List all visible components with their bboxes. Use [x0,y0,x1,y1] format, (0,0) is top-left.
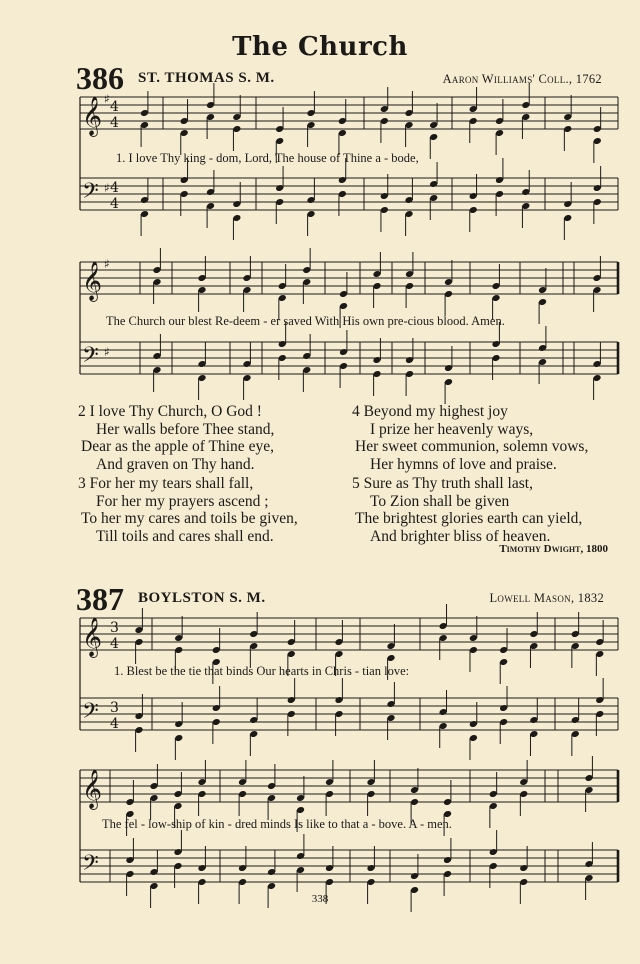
time-signature-bottom: 4 [110,716,119,732]
bass-clef-icon: 𝄢 [82,699,99,729]
time-signature-bottom: 4 [110,115,119,131]
stanza-5: 5 Sure as Thy truth shall last, To Zion shall be given The brightest glories earth can yield, And brighter bliss of heaven. [352,475,583,545]
stanza-3: 3 For her my tears shall fall, For her my prayers ascend ; To her my cares and toils be given, Till toils and cares shall end. [78,475,298,545]
treble-clef-icon: 𝄞 [82,769,103,809]
time-signature-top: 3 [110,700,119,716]
treble-clef-icon: 𝄞 [82,261,103,301]
time-signature-top: 4 [110,99,119,115]
hymn-386-text-author: Timothy Dwight, 1800 [499,543,608,555]
bass-clef-icon: 𝄢 [82,851,99,881]
time-signature-top: 3 [110,620,119,636]
section-title: The Church [232,32,408,62]
stanza-2: 2 I love Thy Church, O God ! Her walls before Thee stand, Dear as the apple of Thine eye, And graven on Thy hand. [78,403,275,473]
hymn-387-tune-name: BOYLSTON S. M. [138,590,266,606]
stanza-4: 4 Beyond my highest joy I prize her heavenly ways, Her sweet communion, solemn vows, Her hymns of love and praise. [352,403,589,473]
time-signature-bottom: 4 [110,636,119,652]
treble-clef-icon: 𝄞 [82,617,103,657]
hymn-number-387: 387 [76,581,124,617]
sharp-icon: ♯ [104,92,110,106]
hymn-386-attribution: Aaron Williams' Coll., 1762 [442,72,602,86]
hymn-386-lyrics-line-1: 1. I love Thy king - dom, Lord, The house of Thine a - bode, [116,151,419,165]
bass-clef-icon: 𝄢 [82,179,99,209]
hymn-387-lyrics-line-2: The fel - low-ship of kin - dred minds Is like to that a - bove. A - men. [102,817,452,831]
sharp-icon: ♯ [104,345,110,359]
page-number: 338 [311,893,329,905]
hymn-386-lyrics-line-2: The Church our blest Re-deem - er saved With His own pre-cious blood. Amen. [106,314,505,328]
treble-clef-icon: 𝄞 [82,96,103,136]
hymn-386-tune-name: ST. THOMAS S. M. [138,70,275,86]
time-signature-top: 4 [110,180,119,196]
sharp-icon: ♯ [104,257,110,271]
sharp-icon: ♯ [104,181,110,195]
time-signature-bottom: 4 [110,196,119,212]
bass-clef-icon: 𝄢 [82,343,99,373]
hymn-387-lyrics-line-1: 1. Blest be the tie that binds Our hearts in Chris - tian love: [114,664,410,678]
hymn-387-attribution: Lowell Mason, 1832 [489,591,604,605]
hymn-number-386: 386 [76,60,124,96]
